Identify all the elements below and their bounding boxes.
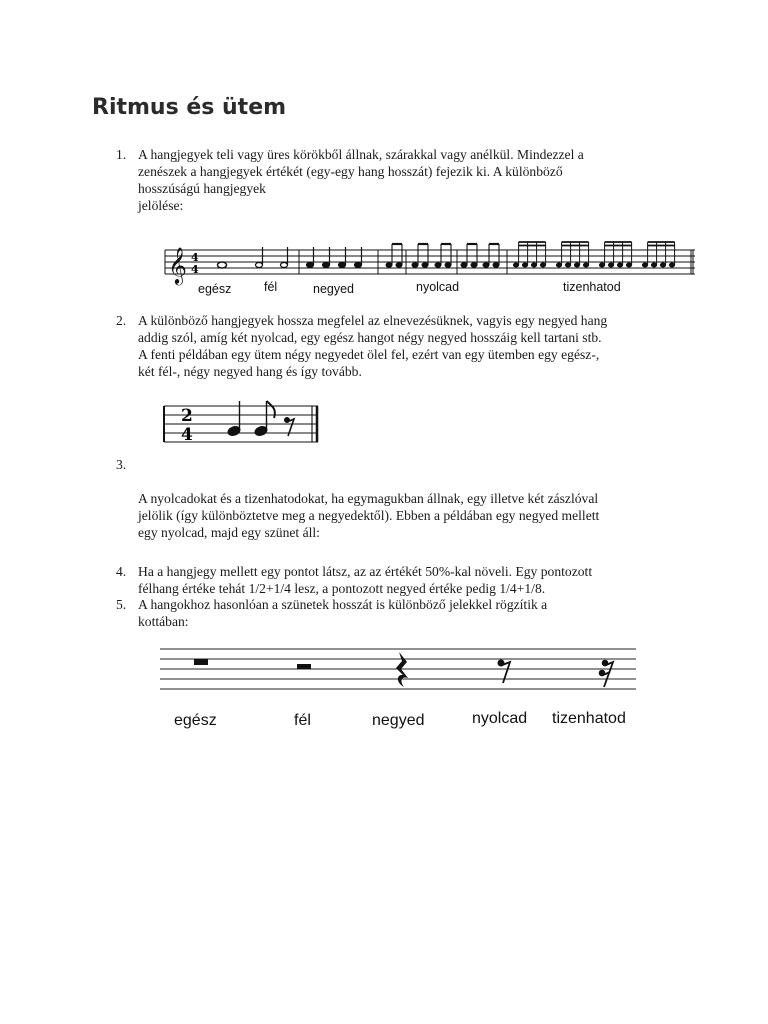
text-line: jelölik (így különböztetve meg a negyedektől). Ebben a példában egy negyed mellett xyxy=(138,508,600,523)
time-signature-top: 2 xyxy=(181,406,193,426)
text-line: egy nyolcad, majd egy szünet áll: xyxy=(138,525,320,540)
text-line: Ha a hangjegy mellett egy pontot látsz, az az értékét 50%-kal növeli. Egy pontozott xyxy=(138,564,593,579)
item-text xyxy=(138,312,658,380)
text-line: A hangokhoz hasonlóan a szünetek hosszát is különböző jelekkel rögzítik a xyxy=(138,597,548,612)
label-half: fél xyxy=(264,280,278,294)
text-line: A különböző hangjegyek hossza megfelel az elnevezésüknek, vagyis egy negyed hang xyxy=(138,313,608,328)
text-line: A nyolcadokat és a tizenhatodokat, ha egymagukban állnak, egy illetve két zászlóval xyxy=(138,491,599,506)
item-number: 3. xyxy=(116,457,127,472)
page-title: Ritmus és ütem xyxy=(92,95,287,120)
item-number: 2. xyxy=(116,313,127,328)
text-line: kottában: xyxy=(138,614,189,629)
sixteenth-rest-icon xyxy=(599,660,613,687)
item-text xyxy=(138,596,658,630)
sixteenth-notes xyxy=(513,242,674,267)
item-number: 5. xyxy=(116,597,127,612)
label-eighth: nyolcad xyxy=(472,710,528,727)
time-signature-top: 4 xyxy=(191,251,199,264)
whole-rest-icon xyxy=(194,659,208,665)
label-whole: egész xyxy=(174,712,217,729)
rest-values-figure xyxy=(158,645,648,735)
item-text xyxy=(138,146,658,214)
label-eighth: nyolcad xyxy=(416,280,460,294)
label-sixteenth: tizenhatod xyxy=(563,280,621,294)
item-text xyxy=(138,490,658,541)
text-line: addig szól, amíg két nyolcad, egy egész hangot négy negyed hosszáig kell tartani stb. xyxy=(138,330,602,345)
label-quarter: negyed xyxy=(313,282,355,296)
text-line: A hangjegyek teli vagy üres körökből állnak, szárakkal vagy anélkül. Mindezzel a xyxy=(138,147,584,162)
treble-clef-icon: 𝄞 xyxy=(168,246,187,284)
item-number: 1. xyxy=(116,147,127,162)
eighth-rest-icon xyxy=(498,660,510,683)
text-line: A fenti példában egy ütem négy negyedet ölel fel, ezért van egy ütemben egy egész-, xyxy=(138,347,600,362)
text-line: zenészek a hangjegyek értékét (egy-egy hang hosszát) fejezik ki. A különböző xyxy=(138,164,563,179)
label-whole: egész xyxy=(198,282,232,296)
label-quarter: negyed xyxy=(372,712,425,729)
two-four-bar-figure xyxy=(162,400,322,450)
whole-note xyxy=(218,262,227,268)
half-rest-icon xyxy=(297,664,311,669)
time-signature-bottom: 4 xyxy=(191,263,199,276)
text-line: jelölése: xyxy=(138,198,184,213)
label-half: fél xyxy=(294,712,311,729)
item-number: 4. xyxy=(116,564,127,579)
item-text xyxy=(138,563,658,597)
text-line: két fél-, négy negyed hang és így tovább. xyxy=(138,364,362,379)
time-signature-bottom: 4 xyxy=(181,425,193,445)
text-line: félhang értéke tehát 1/2+1/4 lesz, a pontozott negyed értéke pedig 1/4+1/8. xyxy=(138,581,546,596)
note-values-figure xyxy=(160,238,700,300)
label-sixteenth: tizenhatod xyxy=(552,710,626,727)
text-line: hosszúságú hangjegyek xyxy=(138,181,266,196)
